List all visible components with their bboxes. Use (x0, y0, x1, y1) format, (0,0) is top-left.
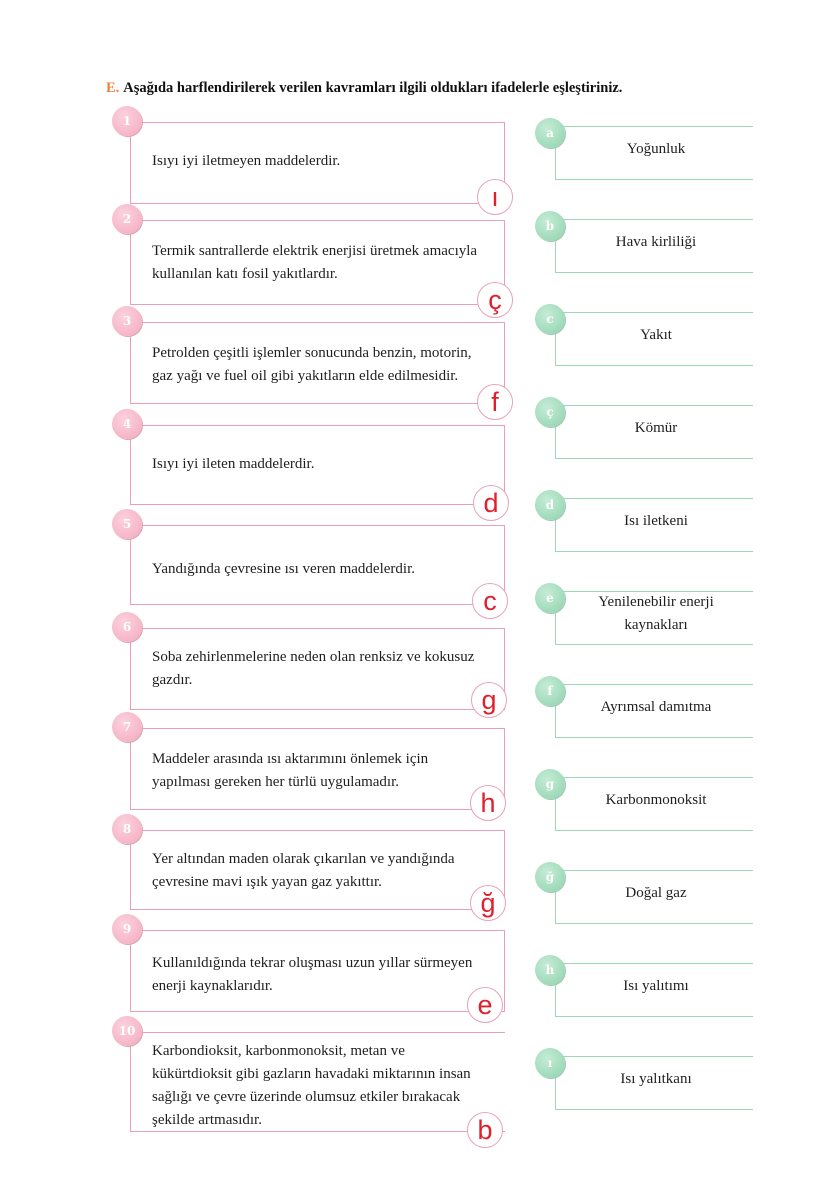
statement-card (120, 1022, 505, 1132)
statement-card (120, 112, 505, 204)
statement-text: Kullanıldığında tekrar oluşması uzun yıllar sürmeyen enerji kaynaklarıdır. (152, 955, 473, 994)
answer-circle[interactable]: ı (477, 179, 513, 215)
concept-letter: b (535, 211, 565, 241)
concept-label: Yoğunluk (626, 141, 686, 157)
statement-number: 10 (112, 1016, 142, 1046)
answer-circle[interactable]: g (471, 682, 507, 718)
statement-text: Petrolden çeşitli işlemler sonucunda benzin, motorin, gaz yağı ve fuel oil gibi yakıtların elde edilmesidir. (152, 345, 472, 384)
concept-letter: ç (535, 397, 565, 427)
concept-label: Isı yalıtımı (623, 978, 689, 994)
statement-card (120, 312, 505, 404)
concept-label: Ayrımsal damıtma (600, 699, 712, 715)
statement-number: 8 (112, 814, 142, 844)
concept-letter: e (535, 583, 565, 613)
statement-number: 7 (112, 712, 142, 742)
statement-card (120, 618, 505, 710)
statement-card (120, 718, 505, 810)
statement-text: Yandığında çevresine ısı veren maddelerdir. (152, 561, 415, 577)
concept-label: Isı iletkeni (624, 513, 688, 529)
concept-card (535, 490, 753, 552)
concept-label: Yakıt (640, 327, 672, 343)
concept-card (535, 862, 753, 924)
statement-number: 5 (112, 509, 142, 539)
answer-circle[interactable]: f (477, 384, 513, 420)
statement-text: Soba zehirlenmelerine neden olan renksiz ve kokusuz gazdır. (152, 649, 475, 688)
concept-letter: d (535, 490, 565, 520)
concept-letter: g (535, 769, 565, 799)
concept-letter: h (535, 955, 565, 985)
concept-label: Hava kirliliği (615, 234, 697, 250)
answer-circle[interactable]: h (470, 785, 506, 821)
answer-circle[interactable]: d (473, 485, 509, 521)
statement-text: Yer altından maden olarak çıkarılan ve yandığında çevresine mavi ışık yayan gaz yakıttır. (152, 851, 455, 890)
concept-label: Doğal gaz (625, 885, 687, 901)
answer-circle[interactable]: b (467, 1112, 503, 1148)
answer-circle[interactable]: ğ (470, 885, 506, 921)
section-letter: E. (106, 80, 120, 96)
statement-card (120, 210, 505, 305)
concept-card (535, 769, 753, 831)
statement-card (120, 415, 505, 505)
instruction-text: Aşağıda harflendirilerek verilen kavramları ilgili oldukları ifadelerle eşleştiriniz. (123, 80, 623, 96)
answer-circle[interactable]: ç (477, 282, 513, 318)
statement-text: Termik santrallerde elektrik enerjisi üretmek amacıyla kullanılan katı fosil yakıtlardır. (152, 243, 478, 282)
concept-label: Kömür (634, 420, 678, 436)
concept-letter: f (535, 676, 565, 706)
statement-number: 3 (112, 306, 142, 336)
statement-number: 9 (112, 914, 142, 944)
exercise-heading (106, 80, 806, 97)
statement-number: 2 (112, 204, 142, 234)
statement-text: Maddeler arasında ısı aktarımını önlemek için yapılması gereken her türlü uygulamadır. (152, 751, 429, 790)
statement-text: Isıyı iyi ileten maddelerdir. (152, 456, 315, 472)
concept-label: Isı yalıtkanı (620, 1071, 692, 1087)
answer-circle[interactable]: c (472, 583, 508, 619)
statement-number: 6 (112, 612, 142, 642)
answer-circle[interactable]: e (467, 987, 503, 1023)
concept-label: Yenilenebilir enerji kaynakları (598, 594, 714, 633)
concept-card (535, 676, 753, 738)
concept-letter: ı (535, 1048, 565, 1078)
statement-number: 4 (112, 409, 142, 439)
statement-text: Isıyı iyi iletmeyen maddelerdir. (152, 153, 341, 169)
concept-card (535, 955, 753, 1017)
statement-card (120, 515, 505, 605)
statement-number: 1 (112, 106, 142, 136)
concept-label: Karbonmonoksit (605, 792, 707, 808)
statement-text: Karbondioksit, karbonmonoksit, metan ve kükürtdioksit gibi gazların havadaki miktarının insan sağlığı ve çevre üzerinde olumsuz etkiler bırakacak şekilde artmasıdır. (152, 1043, 471, 1128)
concept-card (535, 211, 753, 273)
concept-letter: ğ (535, 862, 565, 892)
concept-card (535, 304, 753, 366)
statement-card (120, 920, 505, 1012)
concept-letter: c (535, 304, 565, 334)
concept-card (535, 1048, 753, 1110)
statement-card (120, 820, 505, 910)
concept-card (535, 118, 753, 180)
concept-letter: a (535, 118, 565, 148)
concept-card (535, 583, 753, 645)
concept-card (535, 397, 753, 459)
